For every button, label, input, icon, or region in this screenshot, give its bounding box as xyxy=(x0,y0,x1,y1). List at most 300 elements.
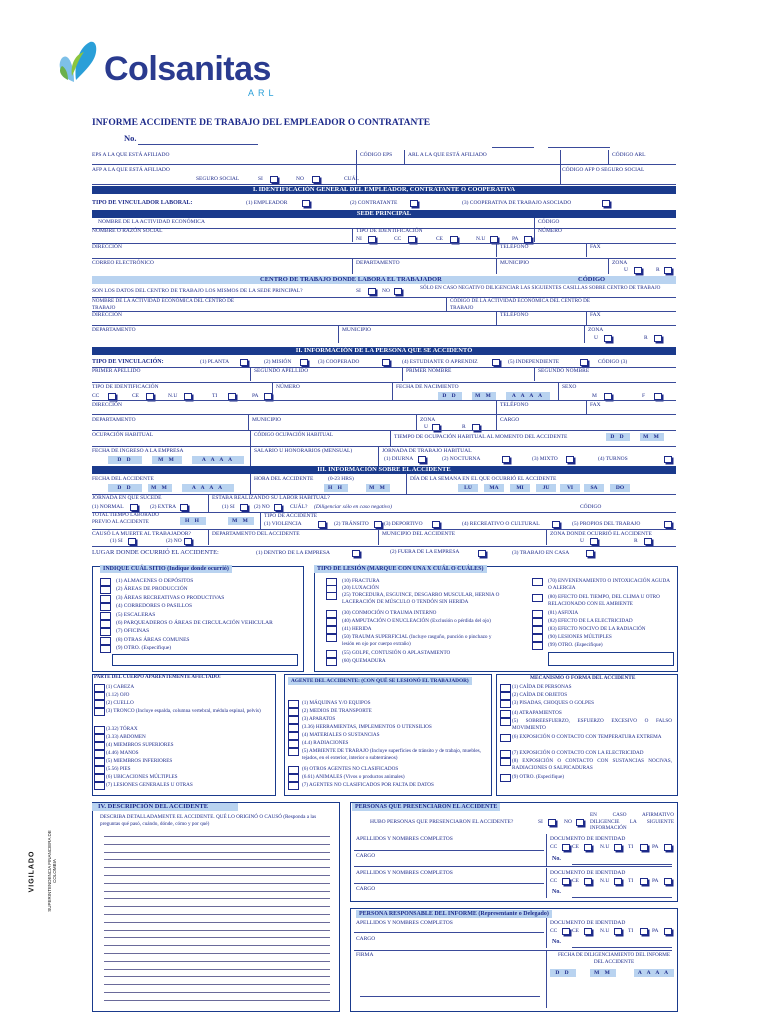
cuerpo-checkbox-5[interactable] xyxy=(94,726,105,734)
js-normal: (1) NORMAL xyxy=(92,504,124,510)
descripcion-line[interactable] xyxy=(104,883,330,884)
agente-checkbox-8[interactable] xyxy=(288,766,299,774)
mecanismo-checkbox-2[interactable] xyxy=(500,692,511,700)
r-doc-checkbox-3[interactable] xyxy=(614,928,622,935)
vinc-estudiante-checkbox[interactable] xyxy=(492,359,500,366)
sitio-checkbox-1[interactable] xyxy=(100,578,111,586)
descripcion-line[interactable] xyxy=(104,937,330,938)
section-1-header: I. IDENTIFICACIÓN GENERAL DEL EMPLEADOR, CONTRATANTE O COOPERATIVA xyxy=(92,186,676,194)
sexo-label: SEXO xyxy=(562,384,577,390)
lesion-left-item-4: (30) CONMOCIÓN O TRAUMA INTERNO xyxy=(342,610,437,616)
id-type-ce: CE xyxy=(436,236,444,242)
tiempo-hh[interactable]: H H xyxy=(180,517,206,525)
sitio-item-8: (8) OTRAS ÁREAS COMUNES xyxy=(116,636,190,643)
p-zona-r: R xyxy=(462,424,466,430)
t2-doc-checkbox-1[interactable] xyxy=(562,878,570,885)
r-doc-checkbox-2[interactable] xyxy=(584,928,592,935)
sexo-f: F xyxy=(642,393,646,399)
descripcion-line[interactable] xyxy=(104,969,330,970)
t1-doc-checkbox-1[interactable] xyxy=(562,844,570,851)
t1-doc-type-2: CE xyxy=(572,844,580,850)
sitio-checkbox-6[interactable] xyxy=(100,620,111,628)
p-id-cc-checkbox[interactable] xyxy=(108,393,116,400)
correo-label: CORREO ELECTRÓNICO xyxy=(92,260,154,266)
vinc-planta-checkbox[interactable] xyxy=(240,359,248,366)
t2-doc-checkbox-2[interactable] xyxy=(584,878,592,885)
lesion-left-checkbox-3[interactable] xyxy=(326,592,337,600)
descripcion-title: IV. DESCRIPCIÓN DEL ACCIDENTE xyxy=(92,803,238,811)
descripcion-line[interactable] xyxy=(104,930,330,931)
descripcion-line[interactable] xyxy=(104,961,330,962)
agente-checkbox-9[interactable] xyxy=(288,774,299,782)
total-tiempo-label: TOTAL TIEMPO LABORADO PREVIO AL ACCIDENTE xyxy=(92,512,159,525)
vinc-cooperado-checkbox[interactable] xyxy=(382,359,390,366)
dia-lu[interactable]: LU xyxy=(458,484,478,492)
centro-trabajo-title: CENTRO DE TRABAJO DONDE LABORA EL TRABAJADOR xyxy=(260,276,442,283)
mecanismo-checkbox-4[interactable] xyxy=(500,710,511,718)
mecanismo-checkbox-6[interactable] xyxy=(500,734,511,742)
id-type-pa: PA xyxy=(512,236,519,242)
descripcion-line[interactable] xyxy=(104,844,330,845)
hubo-si-checkbox[interactable] xyxy=(548,819,556,826)
lesion-left-item-3: (25) TORCEDURA, ESGUINCE, DESGARRO MUSCULAR, HERNIA O LACERACIÓN DE MÚSCULO O TENDÓN SIN HERIDA xyxy=(342,592,500,605)
jornada-diurna-checkbox[interactable] xyxy=(418,456,426,463)
tiempo-mm[interactable]: M M xyxy=(228,517,254,525)
sitio-item-7: (7) OFICINAS xyxy=(116,628,150,635)
dia-vi[interactable]: VI xyxy=(560,484,580,492)
t2-doc-type-1: CC xyxy=(550,878,558,884)
p-id-nu-checkbox[interactable] xyxy=(184,393,192,400)
r-apellidos: APELLIDOS Y NOMBRES COMPLETOS xyxy=(356,920,453,926)
brand-name: Colsanitas xyxy=(104,50,271,88)
sitio-checkbox-4[interactable] xyxy=(100,603,111,611)
acc-dd[interactable]: D D xyxy=(108,484,142,492)
descripcion-line[interactable] xyxy=(104,1000,330,1001)
t2-cargo: CARGO xyxy=(356,886,376,892)
dilig-mm[interactable]: M M xyxy=(590,969,616,977)
muerte-si-checkbox[interactable] xyxy=(128,538,136,545)
sitio-checkbox-2[interactable] xyxy=(100,586,111,594)
nac-mm[interactable]: M M xyxy=(472,392,496,400)
p-municipio-label: MUNICIPIO xyxy=(252,417,282,423)
agente-checkbox-6[interactable] xyxy=(288,740,299,748)
zona-acc-label: ZONA DONDE OCURRIÓ EL ACCIDENTE xyxy=(550,531,652,537)
section-3-header: III. INFORMACIÓN SOBRE EL ACCIDENTE xyxy=(92,466,676,474)
muerte-no-checkbox[interactable] xyxy=(184,538,192,545)
descripcion-line[interactable] xyxy=(104,906,330,907)
lugar-dentro: (1) DENTRO DE LA EMPRESA xyxy=(256,550,330,556)
cuerpo-checkbox-7[interactable] xyxy=(94,742,105,750)
lesion-left-item-1: (10) FRACTURA xyxy=(342,578,380,584)
sitio-checkbox-8[interactable] xyxy=(100,637,111,645)
mecanismo-item-2: (2) CAÍDA DE OBJETOS xyxy=(512,692,568,698)
brand-logo xyxy=(48,36,288,96)
cuerpo-checkbox-12[interactable] xyxy=(94,782,105,790)
sitio-checkbox-3[interactable] xyxy=(100,595,111,603)
zona-acc-r-checkbox[interactable] xyxy=(644,538,652,545)
descripcion-line[interactable] xyxy=(104,976,330,977)
contratante-checkbox[interactable] xyxy=(410,200,418,207)
dia-do[interactable]: DO xyxy=(610,484,630,492)
r-doc-type-2: CE xyxy=(572,928,580,934)
mecanismo-checkbox-9[interactable] xyxy=(500,774,511,782)
p-id-ti: TI xyxy=(212,393,218,399)
direccion-label: DIRECCIÓN xyxy=(92,244,122,250)
lesion-otro-field[interactable] xyxy=(548,652,674,666)
mecanismo-item-9: (9) OTRO. (Especifique) xyxy=(512,774,565,780)
lugar-dentro-checkbox[interactable] xyxy=(352,550,360,557)
seguro-si-checkbox[interactable] xyxy=(270,176,278,183)
codigo-act-centro-label: CÓDIGO DE LA ACTIVIDAD ECONÓMICA DEL CENTRO DE TRABAJO xyxy=(450,298,591,311)
descripcion-line[interactable] xyxy=(104,859,330,860)
dia-ju[interactable]: JU xyxy=(536,484,556,492)
mecanismo-item-4: (4) ATRAPAMIENTOS xyxy=(512,710,562,716)
lesion-right-checkbox-1[interactable] xyxy=(532,578,543,586)
mecanismo-item-1: (1) CAÍDA DE PERSONAS xyxy=(512,684,572,690)
cuerpo-checkbox-10[interactable] xyxy=(94,766,105,774)
zona-acc-u-checkbox[interactable] xyxy=(590,538,598,545)
t1-doc-type-5: PA xyxy=(652,844,659,850)
sitio-checkbox-9[interactable] xyxy=(100,645,111,653)
agente-item-7: (5) AMBIENTE DE TRABAJO (Incluye superficies de tránsito y de trabajo, muebles, tejados, en el exterior, interior o subterráneos) xyxy=(302,748,481,761)
agente-item-4: (3.36) HERRAMIENTAS, IMPLEMENTOS O UTENSILIOS xyxy=(302,724,432,730)
centro-zona-u-checkbox[interactable] xyxy=(604,335,612,342)
codigo-label: CÓDIGO xyxy=(538,219,560,225)
cuerpo-item-10: (5.56) PIES xyxy=(106,766,131,772)
sede-principal-header: SEDE PRINCIPAL xyxy=(92,210,676,218)
dia-mi[interactable]: MI xyxy=(510,484,530,492)
vinc-mision: (2) MISIÓN xyxy=(264,359,292,365)
lesion-right-item-1: (70) ENVENENAMIENTO O INTOXICACIÓN AGUDA O ALERGIA xyxy=(548,578,670,591)
lugar-casa: (3) TRABAJO EN CASA xyxy=(512,550,570,556)
empleador-checkbox[interactable] xyxy=(302,200,310,207)
depto-acc-label: DEPARTAMENTO DEL ACCIDENTE xyxy=(212,531,300,537)
agente-checkbox-10[interactable] xyxy=(288,782,299,790)
p-id-pa-checkbox[interactable] xyxy=(264,393,272,400)
p-id-nu: N.U xyxy=(168,393,178,399)
dia-sa[interactable]: SA xyxy=(584,484,604,492)
vinc-codigo: CÓDIGO (3) xyxy=(598,359,628,365)
zona-acc-r: R xyxy=(634,538,638,544)
mecanismo-item-3: (3) PISADAS, CHOQUES O GOLPES xyxy=(512,700,594,706)
descripcion-line[interactable] xyxy=(104,836,330,837)
descripcion-line[interactable] xyxy=(104,922,330,923)
lesion-left-item-8: (55) GOLPE, CONTUSIÓN O APLASTAMIENTO xyxy=(342,650,451,656)
agente-item-1: (1) MÁQUINAS Y/O EQUIPOS xyxy=(302,700,371,706)
p-telefono-label: TELÉFONO xyxy=(500,402,529,408)
tipo-recreativo: (4) RECREATIVO O CULTURAL xyxy=(462,521,540,527)
sitio-item-5: (5) ESCALERAS xyxy=(116,611,156,618)
lesion-left-checkbox-8[interactable] xyxy=(326,650,337,658)
cuerpo-item-4: (3) TRONCO (Incluye espalda, columna vertebral, médula espinal, pelvis) xyxy=(106,708,261,714)
centro-codigo-title: CÓDIGO xyxy=(578,276,606,283)
seguro-no-label: NO xyxy=(296,176,304,182)
cooperativa-checkbox[interactable] xyxy=(602,200,610,207)
opt-empleador: (1) EMPLEADOR xyxy=(246,200,288,206)
t2-doc-checkbox-3[interactable] xyxy=(614,878,622,885)
dilig-aaaa[interactable]: A A A A xyxy=(634,969,674,977)
ocup-dd[interactable]: D D xyxy=(606,433,630,441)
descripcion-line[interactable] xyxy=(104,945,330,946)
departamento-label: DEPARTAMENTO xyxy=(356,260,400,266)
tipo-propios-checkbox[interactable] xyxy=(664,521,672,528)
mecanismo-checkbox-7[interactable] xyxy=(500,750,511,758)
ingreso-aaaa[interactable]: A A A A xyxy=(192,456,244,464)
lesion-right-checkbox-4[interactable] xyxy=(532,618,543,626)
nombre-actividad-label: NOMBRE DE LA ACTIVIDAD ECONÓMICA xyxy=(98,219,205,225)
hubo-label: HUBO PERSONAS QUE PRESENCIARON EL ACCIDENTE? xyxy=(370,819,514,825)
hora-acc-label: HORA DEL ACCIDENTE xyxy=(254,476,314,482)
sitio-title: INDIQUE CUÁL SITIO (Indique donde ocurrió) xyxy=(100,565,232,573)
codigo-ocupacion-label: CÓDIGO OCUPACIÓN HABITUAL xyxy=(254,432,334,438)
mecanismo-item-7: (7) EXPOSICIÓN O CONTACTO CON LA ELECTRICIDAD xyxy=(512,750,644,756)
t1-doc-type-1: CC xyxy=(550,844,558,850)
sitio-item-3: (3) ÁREAS RECREATIVAS O PRODUCTIVAS xyxy=(116,594,225,601)
causo-muerte-label: CAUSÓ LA MUERTE AL TRABAJADOR? xyxy=(92,531,191,537)
lesion-left-checkbox-9[interactable] xyxy=(326,658,337,666)
r-doc-checkbox-5[interactable] xyxy=(664,928,672,935)
cuerpo-checkbox-6[interactable] xyxy=(94,734,105,742)
mecanismo-checkbox-5[interactable] xyxy=(500,718,511,726)
razon-social-label: NOMBRE O RAZÓN SOCIAL xyxy=(92,228,163,234)
r-doc-type-1: CC xyxy=(550,928,558,934)
sitio-otro-field[interactable] xyxy=(112,654,298,666)
agente-checkbox-1[interactable] xyxy=(288,700,299,708)
p-id-ce-checkbox[interactable] xyxy=(146,393,154,400)
js-extra: (2) EXTRA xyxy=(150,504,177,510)
son-datos-label: SON LOS DATOS DEL CENTRO DE TRABAJO LOS MISMOS DE LA SEDE PRINCIPAL? xyxy=(92,288,303,294)
lesion-right-item-5: (83) EFECTO NOCIVO DE LA RADIACIÓN xyxy=(548,626,646,632)
mecanismo-item-5: (5) SOBREESFUERZO, ESFUERZO EXCESIVO O FALSO MOVIMIENTO xyxy=(512,718,672,731)
nac-dd[interactable]: D D xyxy=(438,392,462,400)
lesion-left-checkbox-4[interactable] xyxy=(326,610,337,618)
mecanismo-checkbox-1[interactable] xyxy=(500,684,511,692)
agente-checkbox-3[interactable] xyxy=(288,716,299,724)
descripcion-line[interactable] xyxy=(104,992,330,993)
descripcion-line[interactable] xyxy=(104,898,330,899)
t2-doc-checkbox-5[interactable] xyxy=(664,878,672,885)
t1-doc-checkbox-2[interactable] xyxy=(584,844,592,851)
cuerpo-item-2: (1.12) OJO xyxy=(106,692,130,698)
id-nu-checkbox[interactable] xyxy=(490,236,498,243)
descripcion-line[interactable] xyxy=(104,852,330,853)
jornada-mixto-checkbox[interactable] xyxy=(566,456,574,463)
id-ce-checkbox[interactable] xyxy=(450,236,458,243)
dia-ma[interactable]: MA xyxy=(484,484,504,492)
descripcion-line[interactable] xyxy=(104,875,330,876)
lesion-left-item-6: (41) HERIDA xyxy=(342,626,372,632)
zona-u: U xyxy=(624,267,628,273)
lugar-casa-checkbox[interactable] xyxy=(586,550,594,557)
acc-aaaa[interactable]: A A A A xyxy=(182,484,234,492)
lesion-right-item-7: (99) OTRO. (Especifique) xyxy=(548,642,603,648)
lesion-right-checkbox-5[interactable] xyxy=(532,626,543,634)
descripcion-instr: DESCRIBA DETALLADAMENTE EL ACCIDENTE. QUÉ LO ORIGINÓ O CAUSÓ (Responda a las preguntas qué pasó, cuándo, dónde, cómo y por qué) xyxy=(100,814,317,827)
descripcion-line[interactable] xyxy=(104,914,330,915)
lugar-fuera-checkbox[interactable] xyxy=(478,550,486,557)
t1-doc-checkbox-5[interactable] xyxy=(664,844,672,851)
t1-doc-checkbox-4[interactable] xyxy=(640,844,648,851)
tipo-deportivo-checkbox[interactable] xyxy=(432,521,440,528)
real-si-checkbox[interactable] xyxy=(240,504,248,511)
descripcion-line[interactable] xyxy=(104,891,330,892)
zona-u-checkbox[interactable] xyxy=(634,267,642,274)
agente-checkbox-2[interactable] xyxy=(288,708,299,716)
p-id-ce: CE xyxy=(132,393,140,399)
tipo-violencia-checkbox[interactable] xyxy=(318,521,326,528)
centro-zona-r-checkbox[interactable] xyxy=(654,335,662,342)
lesion-right-checkbox-7[interactable] xyxy=(532,642,543,650)
lesion-right-checkbox-3[interactable] xyxy=(532,610,543,618)
cuerpo-item-1: (1) CABEZA xyxy=(106,684,135,690)
jornada-turnos-checkbox[interactable] xyxy=(664,456,672,463)
cuerpo-item-5: (3.32) TÓRAX xyxy=(106,726,138,732)
p-id-ti-checkbox[interactable] xyxy=(228,393,236,400)
zona-r-checkbox[interactable] xyxy=(664,267,672,274)
cuerpo-checkbox-4[interactable] xyxy=(94,708,105,716)
seguro-no-checkbox[interactable] xyxy=(312,176,320,183)
seguro-social-label: SEGURO SOCIAL xyxy=(196,176,240,182)
son-datos-si-checkbox[interactable] xyxy=(368,288,376,295)
vigilado-sub: SUPERINTENDENCIA FINANCIERA DE COLOMBIA xyxy=(47,830,57,912)
seguro-cual-label: CUÁL xyxy=(344,176,359,182)
vinc-estudiante: (4) ESTUDIANTE O APRENDIZ xyxy=(402,359,478,365)
r-doc-type-3: N.U xyxy=(600,928,610,934)
tipo-vinculador-label: TIPO DE VINCULADOR LABORAL: xyxy=(92,200,193,206)
codigo-arl-label: CÓDIGO ARL xyxy=(612,152,646,158)
cuerpo-checkbox-9[interactable] xyxy=(94,758,105,766)
descripcion-line[interactable] xyxy=(104,953,330,954)
muerte-no: (2) NO xyxy=(166,538,182,544)
lesion-right-checkbox-2[interactable] xyxy=(532,594,543,602)
centro-zona-u: U xyxy=(594,335,598,341)
descripcion-line[interactable] xyxy=(104,867,330,868)
eps-label: EPS A LA QUE ESTÁ AFILIADO xyxy=(92,152,170,158)
r-firma: FIRMA xyxy=(356,952,374,958)
js-extra-checkbox[interactable] xyxy=(180,504,188,511)
cuerpo-checkbox-3[interactable] xyxy=(94,700,105,708)
vinc-independiente-checkbox[interactable] xyxy=(580,359,588,366)
ocup-mm[interactable]: M M xyxy=(640,433,664,441)
hubo-no: NO xyxy=(564,819,572,825)
r-doc-checkbox-4[interactable] xyxy=(640,928,648,935)
cuerpo-checkbox-1[interactable] xyxy=(94,684,105,692)
t2-no: No. xyxy=(552,889,561,895)
ingreso-dd[interactable]: D D xyxy=(108,456,142,464)
cuerpo-checkbox-11[interactable] xyxy=(94,774,105,782)
lesion-left-checkbox-6[interactable] xyxy=(326,626,337,634)
sexo-f-checkbox[interactable] xyxy=(654,393,662,400)
municipio-label: MUNICIPIO xyxy=(500,260,530,266)
lesion-left-checkbox-7[interactable] xyxy=(326,634,337,642)
nac-aaaa[interactable]: A A A A xyxy=(506,392,550,400)
r-doc-checkbox-1[interactable] xyxy=(562,928,570,935)
dilig-dd[interactable]: D D xyxy=(550,969,576,977)
form-number-label: No. xyxy=(124,133,137,143)
t2-doc-checkbox-4[interactable] xyxy=(640,878,648,885)
centro-zona-r: R xyxy=(644,335,648,341)
p-depto-label: DEPARTAMENTO xyxy=(92,417,136,423)
sitio-item-9: (9) OTRO. (Especifique) xyxy=(116,645,172,652)
lesion-right-item-3: (81) ASFIXIA xyxy=(548,610,579,616)
agente-checkbox-5[interactable] xyxy=(288,732,299,740)
jornada-nocturna: (2) NOCTURNA xyxy=(442,456,481,462)
hora-rango-label: (0-23 HRS) xyxy=(328,476,354,482)
lesion-left-checkbox-5[interactable] xyxy=(326,618,337,626)
r-no: No. xyxy=(552,939,561,945)
vinc-mision-checkbox[interactable] xyxy=(300,359,308,366)
r-doc: DOCUMENTO DE IDENTIDAD xyxy=(550,920,626,926)
descripcion-line[interactable] xyxy=(104,984,330,985)
ingreso-mm[interactable]: M M xyxy=(152,456,182,464)
fecha-ingreso-label: FECHA DE INGRESO A LA EMPRESA xyxy=(92,448,184,454)
p-tipo-ident-label: TIPO DE IDENTIFICACIÓN xyxy=(92,384,159,390)
real-no-checkbox[interactable] xyxy=(274,504,282,511)
sitio-checkbox-7[interactable] xyxy=(100,628,111,636)
id-ni-checkbox[interactable] xyxy=(368,236,376,243)
codigo-eps-label: CÓDIGO EPS xyxy=(360,152,393,158)
tipo-transito: (2) TRÁNSITO xyxy=(334,521,369,527)
acc-hh[interactable]: H H xyxy=(324,484,348,492)
codigo-afp-label: CÓDIGO AFP O SEGURO SOCIAL xyxy=(562,167,645,173)
hubo-no-checkbox[interactable] xyxy=(576,819,584,826)
agente-title: AGENTE DEL ACCIDENTE: (CON QUÉ SE LESIONÓ EL TRABAJADOR) xyxy=(288,677,472,685)
t1-doc-checkbox-3[interactable] xyxy=(614,844,622,851)
agente-item-3: (3) APARATOS xyxy=(302,716,336,722)
mecanismo-checkbox-3[interactable] xyxy=(500,700,511,708)
agente-item-5: (4) MATERIALES O SUSTANCIAS xyxy=(302,732,380,738)
tiempo-ocupacion-label: TIEMPO DE OCUPACIÓN HABITUAL AL MOMENTO DEL ACCIDENTE xyxy=(394,434,568,440)
r-doc-type-4: TI xyxy=(628,928,634,934)
sitio-checkbox-5[interactable] xyxy=(100,612,111,620)
agente-checkbox-4[interactable] xyxy=(288,724,299,732)
sitio-item-2: (2) ÁREAS DE PRODUCCIÓN xyxy=(116,586,188,593)
cuerpo-title: PARTE DEL CUERPO APARENTEMENTE AFECTADO: xyxy=(94,675,221,680)
zona-label: ZONA xyxy=(612,260,628,266)
form-title: INFORME ACCIDENTE DE TRABAJO DEL EMPLEADOR O CONTRATANTE xyxy=(92,118,431,128)
id-type-ni: NI xyxy=(356,236,362,242)
vigilado-mark xyxy=(22,828,57,918)
tipo-violencia: (1) VIOLENCIA xyxy=(264,521,302,527)
sexo-m: M xyxy=(592,393,597,399)
jornada-turnos: (4) TURNOS xyxy=(598,456,628,462)
agente-item-2: (2) MEDIOS DE TRANSPORTE xyxy=(302,708,372,714)
sexo-m-checkbox[interactable] xyxy=(604,393,612,400)
js-normal-checkbox[interactable] xyxy=(130,504,138,511)
son-datos-no-checkbox[interactable] xyxy=(394,288,402,295)
id-cc-checkbox[interactable] xyxy=(408,236,416,243)
id-pa-checkbox[interactable] xyxy=(524,236,532,243)
r-doc-type-5: PA xyxy=(652,928,659,934)
agente-checkbox-7[interactable] xyxy=(288,748,299,756)
jornada-nocturna-checkbox[interactable] xyxy=(502,456,510,463)
cuerpo-checkbox-2[interactable] xyxy=(94,692,105,700)
salario-label: SALARIO U HONORARIOS (MENSUAL) xyxy=(254,448,353,454)
cuerpo-checkbox-8[interactable] xyxy=(94,750,105,758)
mecanismo-checkbox-8[interactable] xyxy=(500,758,511,766)
lesion-right-checkbox-6[interactable] xyxy=(532,634,543,642)
acc-min[interactable]: M M xyxy=(366,484,390,492)
t1-cargo: CARGO xyxy=(356,853,376,859)
acc-mm[interactable]: M M xyxy=(148,484,172,492)
vinc-independiente: (5) INDEPENDIENTE xyxy=(508,359,560,365)
tipo-recreativo-checkbox[interactable] xyxy=(552,521,560,528)
lugar-label: LUGAR DONDE OCURRIÓ EL ACCIDENTE: xyxy=(92,549,219,556)
centro-direccion-label: DIRECCIÓN xyxy=(92,312,122,318)
lesion-right-item-4: (82) EFECTO DE LA ELECTRICIDAD xyxy=(548,618,633,624)
primer-nombre-label: PRIMER NOMBRE xyxy=(406,368,452,374)
tipo-transito-checkbox[interactable] xyxy=(374,521,382,528)
